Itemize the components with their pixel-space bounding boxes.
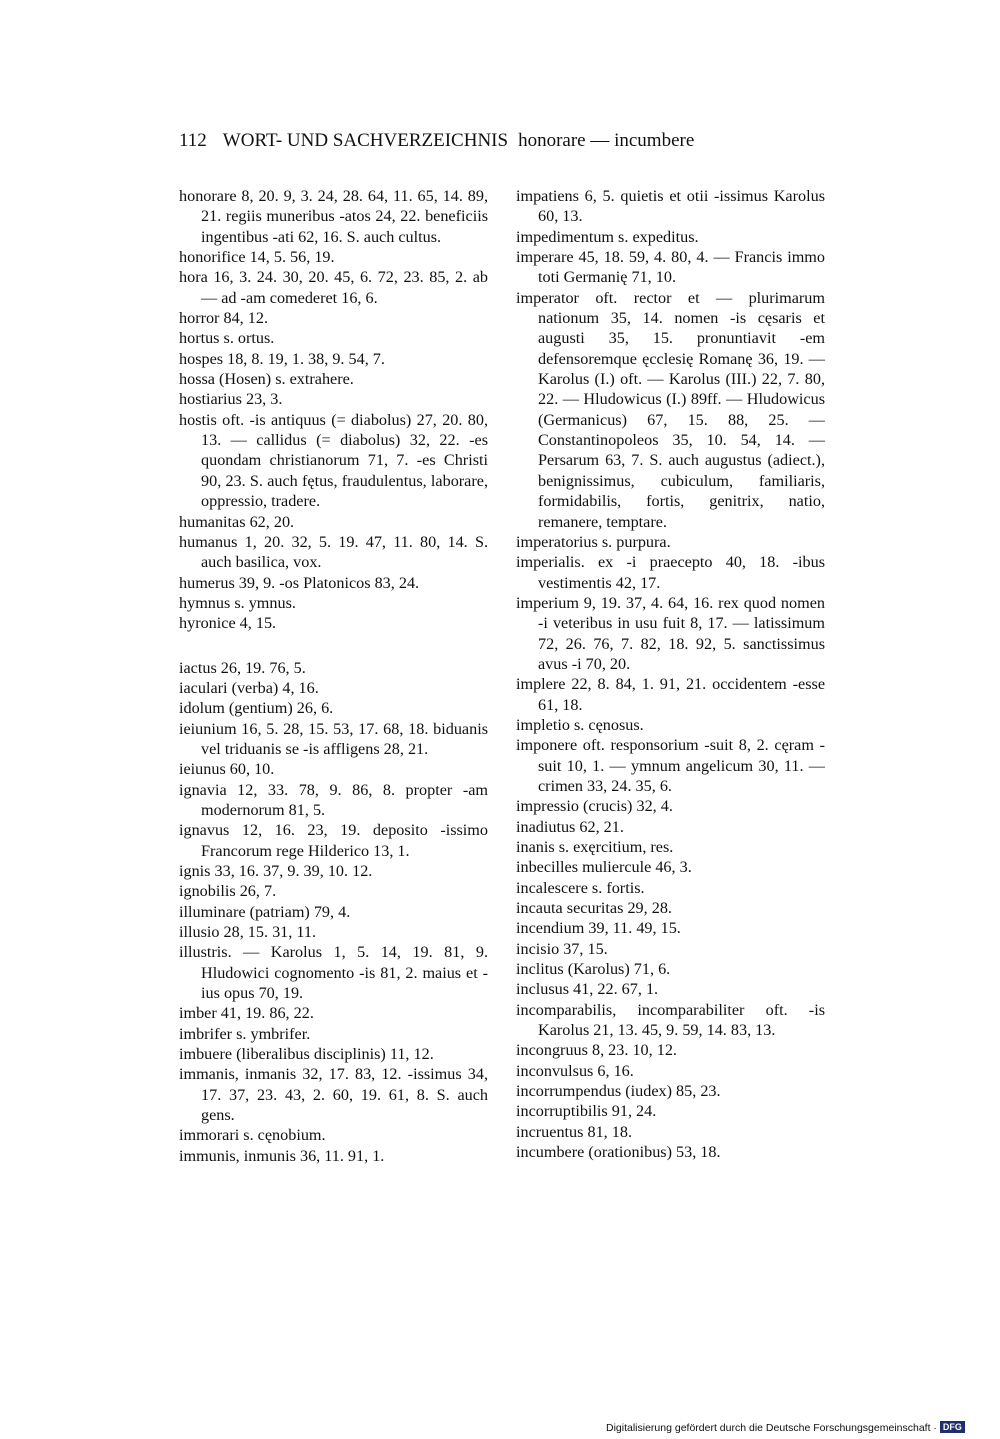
- index-entry: imber 41, 19. 86, 22.: [179, 1004, 314, 1023]
- dfg-logo: DFG: [940, 1421, 965, 1433]
- index-entry: imbuere (liberalibus disciplinis) 11, 12.: [179, 1045, 434, 1064]
- index-entry: impedimentum s. expeditus.: [516, 227, 699, 246]
- index-entry: immanis, inmanis 32, 17. 83, 12. -issimus 34, 17. 37, 23. 43, 2. 60, 19. 61, 8. S. auch gens.: [179, 1065, 488, 1125]
- index-entry: imponere oft. responsorium -suit 8, 2. cęram -suit 10, 1. — ymnum angelicum 30, 11. — crimen 33, 24. 35, 6.: [516, 736, 825, 795]
- index-entry: imperator oft. rector et — plurimarum nationum 35, 14. nomen -is cęsaris et augusti 35, 15. pronuntiavit -em defensoremque ęcclesię Romanę 36, 19. — Karolus (I.) oft. — Karolus (III.) 22, 7. 80, 22. — Hludowicus (I.) 89ff. — Hludowicus (Germanicus) 67, 15. 88, 25. — Constantinopoleos 35, 10. 54, 14. — Persarum 63, 7. S. auch augustus (adiect.), benignissimus, cubiculum, familiaris, formidabilis, fortis, genitrix, natio, remanere, temptare.: [516, 288, 825, 531]
- index-entry: inbecilles muliercule 46, 3.: [516, 858, 692, 877]
- index-entry: humerus 39, 9. -os Platonicos 83, 24.: [179, 573, 420, 592]
- entry-range: honorare — incumbere: [518, 130, 695, 151]
- index-entry: ignavus 12, 16. 23, 19. deposito -issimo Francorum rege Hilderico 13, 1.: [179, 821, 488, 860]
- index-entry: honorare 8, 20. 9, 3. 24, 28. 64, 11. 65, 14. 89, 21. regiis muneribus -atos 24, 22. beneficiis ingentibus -ati 62, 16. S. auch cultus.: [179, 187, 488, 246]
- index-entry: honorifice 14, 5. 56, 19.: [179, 248, 335, 267]
- index-entry: inclitus (Karolus) 71, 6.: [516, 960, 671, 979]
- index-entry: inclusus 41, 22. 67, 1.: [516, 980, 659, 999]
- index-entry: incomparabilis, incomparabiliter oft. -is Karolus 21, 13. 45, 9. 59, 14. 83, 13.: [516, 1000, 825, 1040]
- index-entry: immorari s. cęnobium.: [179, 1126, 326, 1145]
- footer-credit: Digitalisierung gefördert durch die Deutsche Forschungsgemeinschaft ·: [606, 1422, 937, 1434]
- index-entry: imbrifer s. ymbrifer.: [179, 1024, 311, 1043]
- index-entry: humanitas 62, 20.: [179, 512, 295, 531]
- index-entry: implere 22, 8. 84, 1. 91, 21. occidentem -esse 61, 18.: [516, 675, 825, 714]
- index-entry: impatiens 6, 5. quietis et otii -issimus Karolus 60, 13.: [516, 187, 825, 226]
- index-entry: imperare 45, 18. 59, 4. 80, 4. — Francis immo toti Germanię 71, 10.: [516, 248, 825, 287]
- index-entry: imperium 9, 19. 37, 4. 64, 16. rex quod nomen -i veteribus in usu fuit 8, 17. — latissimum 72, 26. 76, 7. 82, 18. 92, 5. sanctissimus avus -i 70, 20.: [516, 593, 825, 673]
- index-entry: incongruus 8, 23. 10, 12.: [516, 1041, 677, 1060]
- index-entry: illusio 28, 15. 31, 11.: [179, 923, 317, 942]
- index-entry: immunis, inmunis 36, 11. 91, 1.: [179, 1146, 385, 1165]
- index-entry: horror 84, 12.: [179, 309, 269, 328]
- index-column-right: [516, 186, 825, 1163]
- index-entry: inanis s. exęrcitium, res.: [516, 838, 674, 856]
- index-entry: iactus 26, 19. 76, 5.: [179, 658, 306, 677]
- index-entry: illuminare (patriam) 79, 4.: [179, 902, 351, 921]
- index-entry: incorruptibilis 91, 24.: [516, 1102, 657, 1121]
- index-entry: illustris. — Karolus 1, 5. 14, 19. 81, 9. Hludowici cognomento -is 81, 2. maius et -ius opus 70, 19.: [179, 943, 488, 1003]
- index-entry: inadiutus 62, 21.: [516, 817, 624, 836]
- index-entry: imperatorius s. purpura.: [516, 532, 671, 551]
- index-entry: iaculari (verba) 4, 16.: [179, 678, 319, 697]
- index-entry: ignobilis 26, 7.: [179, 882, 277, 901]
- index-entry: imperialis. ex -i praecepto 40, 18. -ibus vestimentis 42, 17.: [516, 553, 825, 592]
- index-entry: incendium 39, 11. 49, 15.: [516, 919, 681, 938]
- index-entry: humanus 1, 20. 32, 5. 19. 47, 11. 80, 14. S. auch basilica, vox.: [179, 532, 488, 572]
- index-entry: ignavia 12, 33. 78, 9. 86, 8. propter -am modernorum 81, 5.: [179, 780, 488, 819]
- index-entry: ieiunium 16, 5. 28, 15. 53, 17. 68, 18. biduanis vel triduanis se -is affligens 28, 21.: [179, 719, 488, 758]
- index-entry: hyronice 4, 15.: [179, 614, 277, 633]
- index-entry: inconvulsus 6, 16.: [516, 1061, 634, 1080]
- index-entry: impressio (crucis) 32, 4.: [516, 797, 673, 816]
- index-entry: incisio 37, 15.: [516, 939, 608, 958]
- page-number: 112: [179, 130, 207, 151]
- index-column-left: [179, 186, 488, 1166]
- index-entry: hostis oft. -is antiquus (= diabolus) 27, 20. 80, 13. — callidus (= diabolus) 32, 22. -es quondam christianorum 71, 7. -es Christi 90, 23. S. auch fętus, fraudulentus, laborare, oppressio, tradere.: [179, 410, 488, 511]
- index-entry: hortus s. ortus.: [179, 329, 275, 348]
- index-entry: incruentus 81, 18.: [516, 1122, 632, 1141]
- page-footer: [606, 1421, 986, 1434]
- index-entry: ignis 33, 16. 37, 9. 39, 10. 12.: [179, 862, 373, 880]
- index-entry: hymnus s. ymnus.: [179, 593, 296, 612]
- index-entry: incalescere s. fortis.: [516, 878, 645, 897]
- section-gap: [179, 634, 488, 658]
- index-entry: incumbere (orationibus) 53, 18.: [516, 1143, 721, 1162]
- index-entry: idolum (gentium) 26, 6.: [179, 699, 334, 718]
- index-entry: impletio s. cęnosus.: [516, 715, 644, 734]
- index-entry: hossa (Hosen) s. extrahere.: [179, 370, 354, 389]
- index-entry: hora 16, 3. 24. 30, 20. 45, 6. 72, 23. 85, 2. ab — ad -am comederet 16, 6.: [179, 268, 488, 307]
- index-entry: incauta securitas 29, 28.: [516, 899, 672, 918]
- page-title: WORT- UND SACHVERZEICHNIS: [222, 130, 509, 151]
- index-entry: ieiunus 60, 10.: [179, 760, 275, 779]
- index-entry: hostiarius 23, 3.: [179, 390, 283, 409]
- page-header: [179, 130, 815, 152]
- index-entry: incorrumpendus (iudex) 85, 23.: [516, 1082, 721, 1101]
- index-entry: hospes 18, 8. 19, 1. 38, 9. 54, 7.: [179, 349, 385, 368]
